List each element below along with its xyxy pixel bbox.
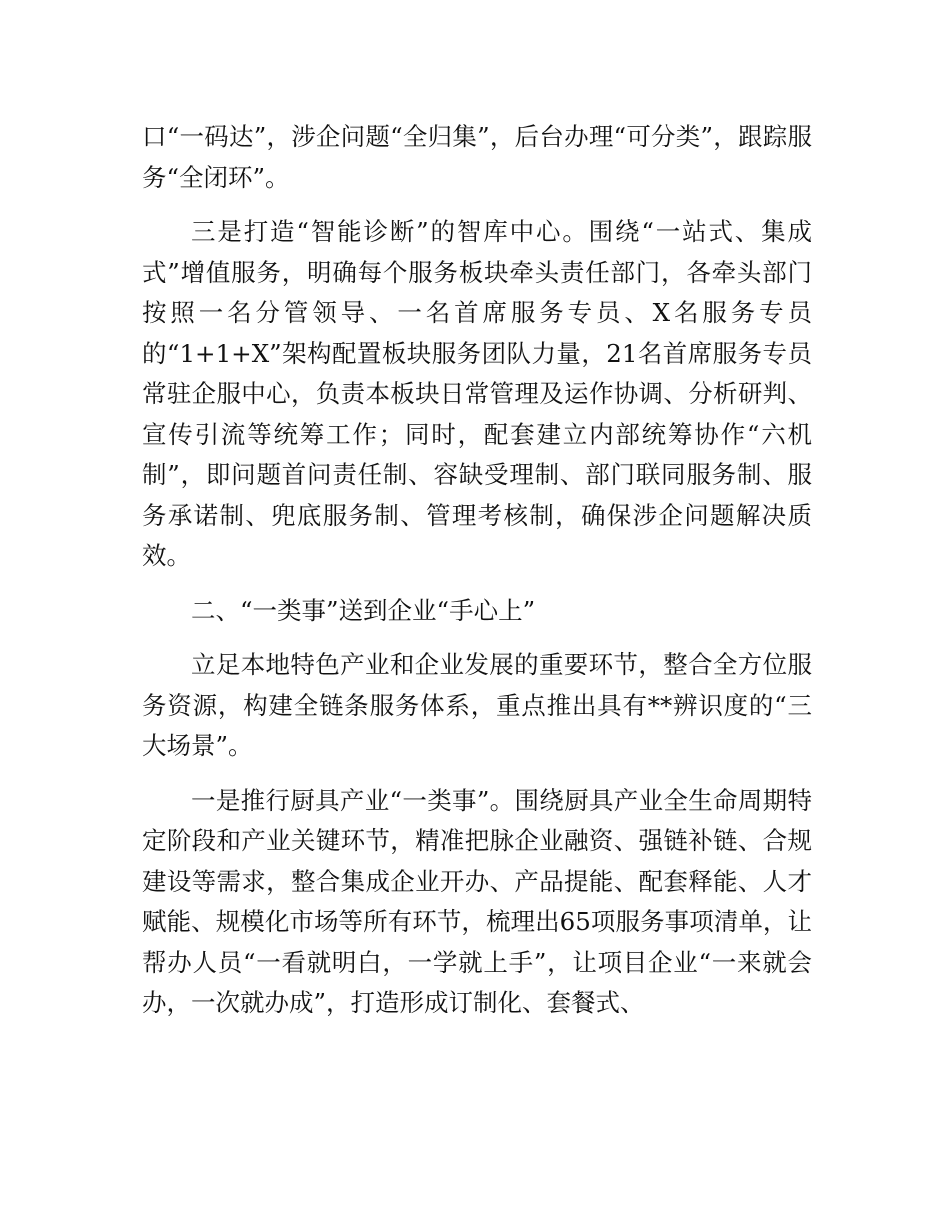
paragraph-kitchenware-industry: 一是推行厨具产业“一类事”。围绕厨具产业全生命周期特定阶段和产业关键环节，精准把脉企业融资、强链补链、合规建设等需求，整合集成企业开办、产品提能、配套释能、人才赋能、规模化市场等所有环节，梳理出65项服务事项清单，让帮办人员“一看就明白，一学就上手”，让项目企业“一来就会办，一次就办成”，打造形成订制化、套餐式、 [142, 785, 812, 1017]
paragraph-continuation: 口“一码达”，涉企问题“全归集”，后台办理“可分类”，跟踪服务“全闭环”。 [142, 122, 812, 192]
section-heading-two: 二、“一类事”送到企业“手心上” [191, 595, 536, 625]
paragraph-think-tank-center: 三是打造“智能诊断”的智库中心。围绕“一站式、集成式”增值服务，明确每个服务板块牵头责任部门，各牵头部门按照一名分管领导、一名首席服务专员、X名服务专员的“1+1+X”架构配置板块服务团队力量，21名首席服务专员常驻企服中心，负责本板块日常管理及运作协调、分析研判、宣传引流等统筹工作；同时，配套建立内部统筹协作“六机制”，即问题首问责任制、容缺受理制、部门联同服务制、服务承诺制、兜底服务制、管理考核制，确保涉企问题解决质效。 [142, 217, 812, 570]
paragraph-three-scenarios: 立足本地特色产业和企业发展的重要环节，整合全方位服务资源，构建全链条服务体系，重点推出具有**辨识度的“三大场景”。 [142, 650, 812, 760]
document-body [142, 117, 812, 1038]
